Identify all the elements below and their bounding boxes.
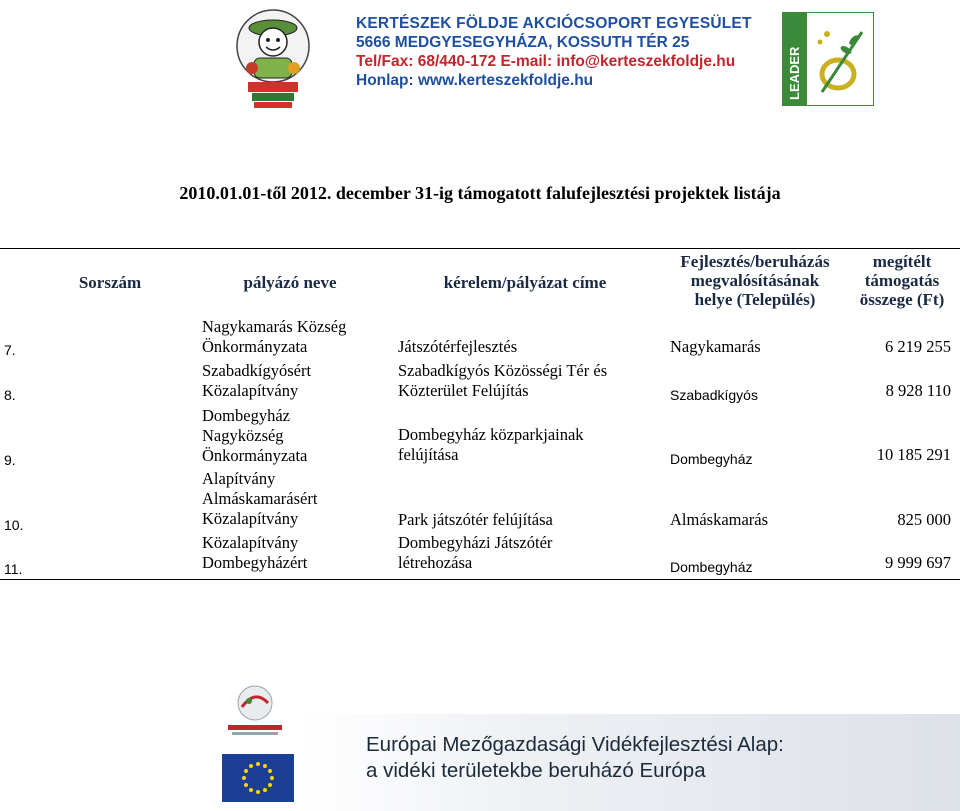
organization-name: KERTÉSZEK FÖLDJE AKCIÓCSOPORT EGYESÜLET bbox=[356, 15, 752, 32]
row-11-project: Dombegyházi Játszótér létrehozása bbox=[398, 533, 553, 572]
organization-website: Honlap: www.kerteszekfoldje.hu bbox=[356, 72, 594, 89]
row-7-project: Játszótérfejlesztés bbox=[398, 337, 518, 356]
header-num: Sorszám bbox=[78, 273, 142, 292]
row-11-amount: 9 999 697 bbox=[885, 553, 951, 572]
organization-contact: Tel/Fax: 68/440-172 E-mail: info@kerteszekfoldje.hu bbox=[356, 53, 736, 70]
header-amount: megítélt támogatás összege (Ft) bbox=[859, 252, 945, 309]
row-8-location: Szabadkígyós bbox=[670, 387, 758, 403]
organization-address: 5666 MEDGYESEGYHÁZA, KOSSUTH TÉR 25 bbox=[356, 34, 690, 51]
row-9-amount: 10 185 291 bbox=[876, 445, 951, 464]
row-9-project: Dombegyház közparkjainak felújítása bbox=[398, 425, 584, 464]
leader-logo bbox=[782, 12, 874, 106]
row-7-amount: 6 219 255 bbox=[885, 337, 951, 356]
document-title: 2010.01.01-től 2012. december 31-ig támogatott falufejlesztési projektek listája bbox=[179, 183, 781, 203]
eafrd-slogan bbox=[366, 732, 784, 784]
row-9-num: 9. bbox=[4, 452, 16, 468]
row-8-num: 8. bbox=[4, 387, 16, 403]
header-project: kérelem/pályázat címe bbox=[443, 273, 607, 292]
row-10-applicant: Alapítvány Almáskamarásért Közalapítvány bbox=[202, 469, 318, 528]
row-8-project: Szabadkígyós Közösségi Tér és Közterület Felújítás bbox=[398, 361, 608, 400]
table-top-border bbox=[0, 248, 960, 249]
row-11-applicant: Közalapítvány Dombegyházért bbox=[202, 533, 308, 572]
row-7-location: Nagykamarás bbox=[670, 337, 761, 356]
eafrd-line-1: Európai Mezőgazdasági Vidékfejlesztési Alap: bbox=[366, 733, 784, 756]
uj-magyarorszag-logo bbox=[222, 683, 288, 739]
row-8-applicant: Szabadkígyósért Közalapítvány bbox=[202, 361, 312, 400]
eu-flag bbox=[222, 754, 294, 802]
organization-header bbox=[356, 14, 776, 90]
row-10-location: Almáskamarás bbox=[670, 510, 769, 529]
row-11-num: 11. bbox=[4, 561, 23, 577]
row-7-num: 7. bbox=[4, 342, 16, 358]
table-bottom-border bbox=[0, 579, 960, 580]
header-applicant: pályázó neve bbox=[243, 273, 337, 292]
row-8-amount: 8 928 110 bbox=[885, 381, 951, 400]
row-11-location: Dombegyház bbox=[670, 559, 753, 575]
row-9-location: Dombegyház bbox=[670, 451, 753, 467]
row-10-amount: 825 000 bbox=[897, 510, 951, 529]
row-7-applicant: Nagykamarás Község Önkormányzata bbox=[202, 317, 347, 356]
eafrd-line-2: a vidéki területekbe beruházó Európa bbox=[366, 759, 706, 782]
row-10-num: 10. bbox=[4, 517, 24, 533]
row-10-project: Park játszótér felújítása bbox=[398, 510, 553, 529]
header-location: Fejlesztés/beruházás megvalósításának helye (Település) bbox=[680, 252, 830, 309]
svg-text:LEADER: LEADER bbox=[787, 46, 802, 100]
row-9-applicant: Dombegyház Nagyközség Önkormányzata bbox=[202, 406, 308, 465]
kerteszek-foldje-logo bbox=[228, 2, 318, 110]
